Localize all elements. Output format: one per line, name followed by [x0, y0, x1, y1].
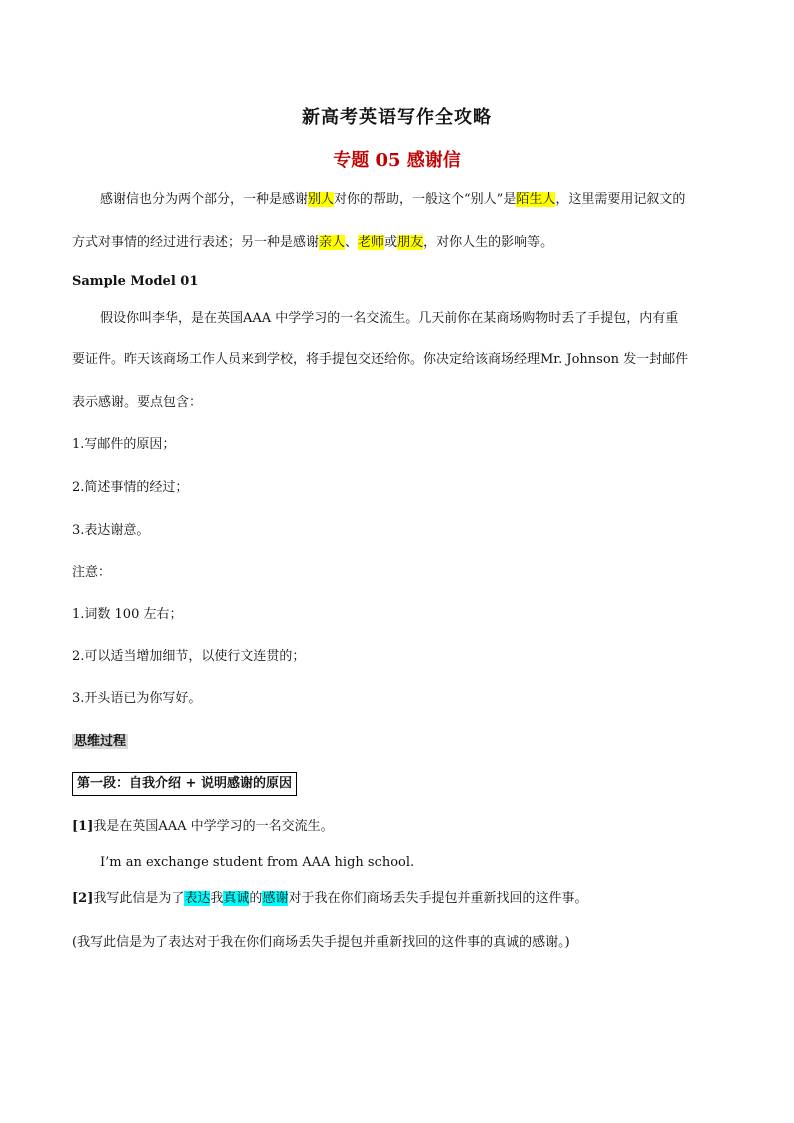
page-subtitle: 专题 05 感谢信 — [333, 150, 461, 171]
sentence-2-number: [2] — [72, 891, 94, 906]
intro-line-2 — [72, 233, 724, 253]
highlighted-text: 别人 — [308, 192, 335, 207]
text-run: 的 — [249, 891, 263, 906]
text-run: 我 — [210, 891, 224, 906]
text-run: 方式对事情的经过进行表述；另一种是感谢 — [72, 235, 320, 250]
highlighted-text: 表达 — [184, 891, 211, 906]
sentence-2-cn — [72, 889, 724, 909]
text-run: 对你的帮助，一般这个“别人”是 — [334, 192, 517, 207]
highlighted-text: 朋友 — [397, 235, 424, 250]
text-run: 对于我在你们商场丢失手提包并重新找回的这件事。 — [288, 891, 588, 906]
sentence-1-text: 我是在英国AAA 中学学习的一名交流生。 — [93, 819, 334, 834]
point-item-2: 2.简述事情的经过； — [72, 480, 189, 495]
text-run: ，对你人生的影响等。 — [423, 235, 554, 250]
para1-label: 第一段：自我介绍 + 说明感谢的原因 — [72, 772, 297, 796]
thinking-label-row — [72, 732, 724, 752]
page-title: 新高考英语写作全攻略 — [302, 107, 492, 128]
sentence-2-note: (我写此信是为了表达对于我在你们商场丢失手提包并重新找回的这件事的真诚的感谢。) — [72, 935, 570, 950]
highlighted-text: 真诚 — [223, 891, 250, 906]
point-item-1: 1.写邮件的原因； — [72, 437, 176, 452]
note-item-2: 2.可以适当增加细节，以使行文连贯的； — [72, 649, 306, 664]
task-line-3: 表示感谢。要点包含： — [72, 395, 203, 410]
task-line-2: 要证件。昨天该商场工作人员来到学校，将手提包交还给你。你决定给该商场经理Mr. Johnson 发一封邮件 — [72, 352, 689, 367]
text-run: 感谢信也分为两个部分，一种是感谢 — [100, 192, 309, 207]
sentence-2-text — [93, 891, 587, 906]
text-run: 我写此信是为了 — [93, 891, 185, 906]
sample-heading: Sample Model 01 — [72, 274, 199, 289]
highlighted-text: 老师 — [358, 235, 385, 250]
point-item-3: 3.表达谢意。 — [72, 523, 150, 538]
text-run: 或 — [384, 235, 398, 250]
note-item-1: 1.词数 100 左右； — [72, 607, 183, 622]
para1-label-row — [72, 772, 724, 796]
sentence-1-number: [1] — [72, 819, 94, 834]
text-run: 、 — [345, 235, 359, 250]
highlighted-text: 感谢 — [262, 891, 289, 906]
note-item-3: 3.开头语已为你写好。 — [72, 691, 202, 706]
highlighted-text: 亲人 — [319, 235, 346, 250]
thinking-label: 思维过程 — [74, 734, 127, 749]
task-line-1: 假设你叫李华，是在英国AAA 中学学习的一名交流生。几天前你在某商场购物时丢了手提包，内有重 — [100, 311, 679, 326]
sentence-1-cn — [72, 817, 724, 837]
text-run: ，这里需要用记叙文的 — [555, 192, 686, 207]
highlighted-text: 陌生人 — [516, 192, 556, 207]
notes-label: 注意： — [72, 565, 112, 580]
intro-line-1 — [72, 190, 752, 210]
sentence-1-en: I’m an exchange student from AAA high school. — [100, 855, 415, 870]
